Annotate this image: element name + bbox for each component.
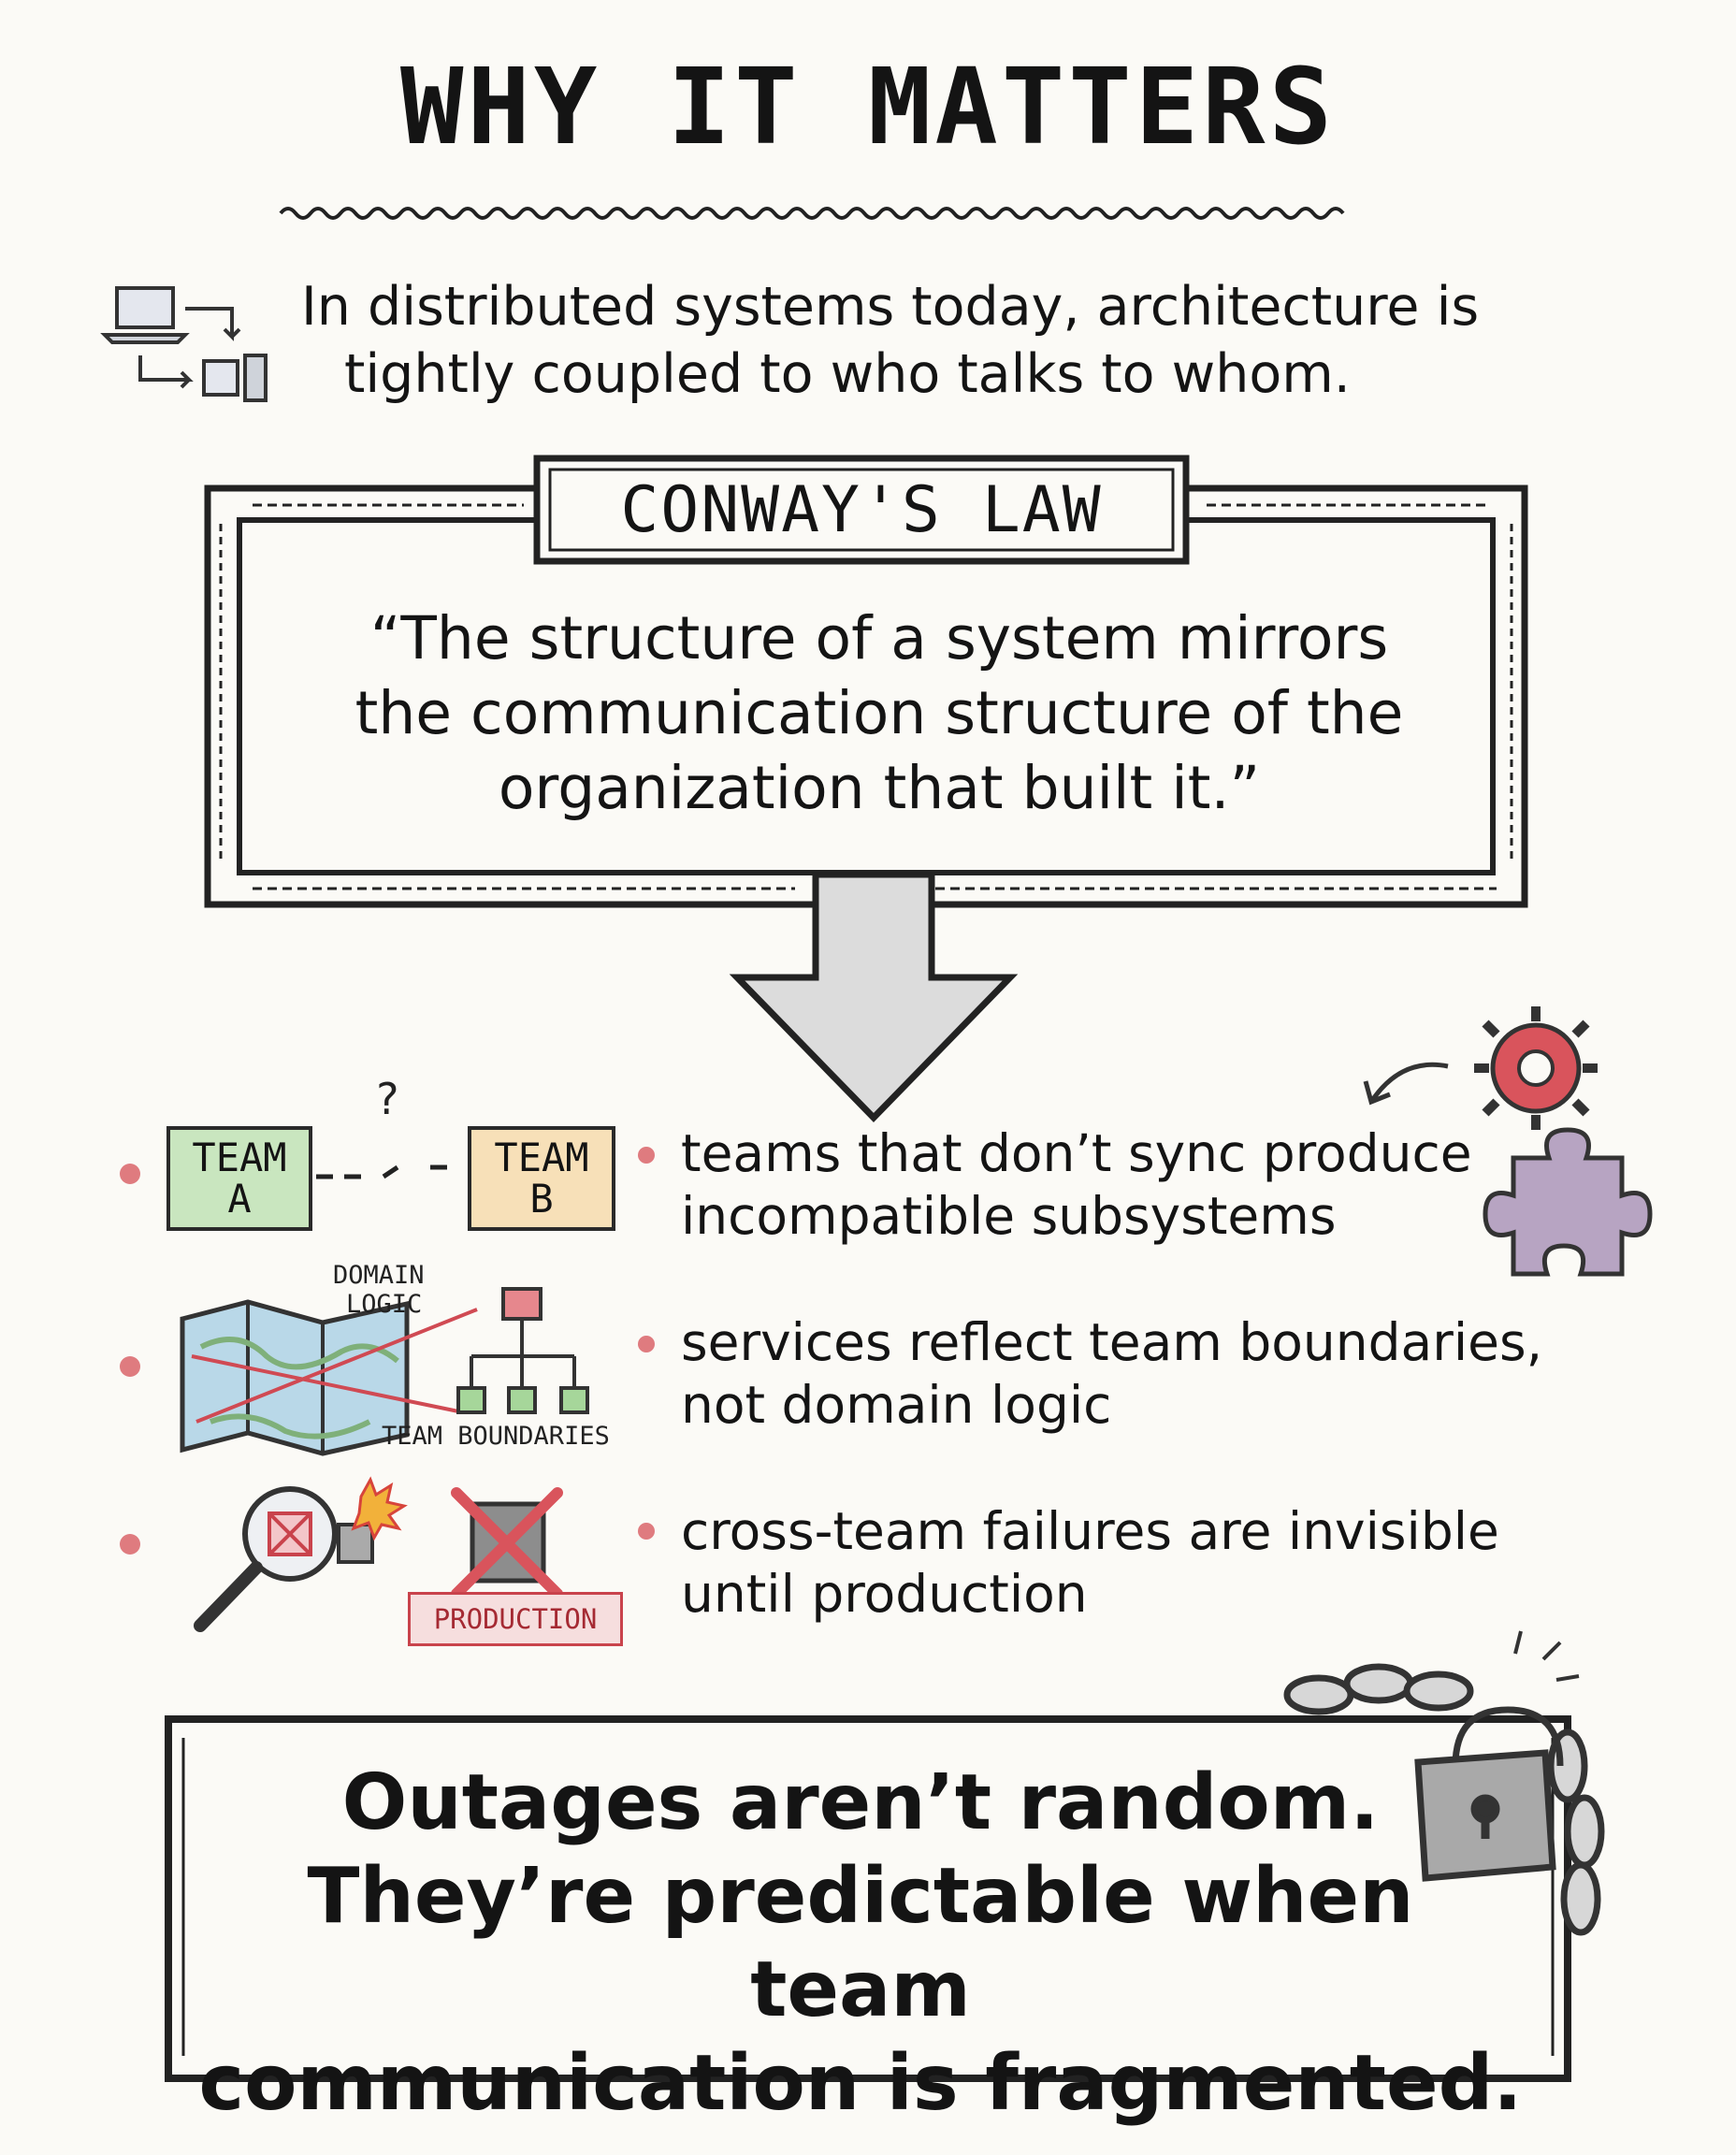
bullet-dot xyxy=(120,1356,140,1377)
bullet-1-line-1: teams that don’t sync produce xyxy=(681,1123,1472,1183)
team-a-label: TEAM xyxy=(192,1135,287,1180)
bullet-dot xyxy=(638,1523,655,1540)
bullet-dot xyxy=(638,1336,655,1352)
domain-logic-line-1: DOMAIN xyxy=(333,1261,425,1290)
intro-text xyxy=(301,273,1592,408)
law-quote-line-3: organization that built it.” xyxy=(498,754,1261,822)
bullet-2-line-2: not domain logic xyxy=(681,1375,1112,1435)
bullet-3-line-2: until production xyxy=(681,1564,1088,1624)
intro-line-1: In distributed systems today, architecture is xyxy=(301,276,1480,338)
org-chart-icon xyxy=(458,1289,587,1412)
conclusion-line-2: They’re predictable when team xyxy=(307,1852,1414,2034)
team-a-letter: A xyxy=(227,1176,252,1222)
bullet-dot xyxy=(120,1164,140,1184)
magnifier-icon xyxy=(200,1480,404,1626)
law-title: CONWAY'S LAW xyxy=(620,472,1103,547)
production-block-icon xyxy=(456,1493,557,1594)
team-b-box xyxy=(468,1126,615,1231)
intro-line-2: tightly coupled to who talks to whom. xyxy=(344,343,1351,405)
bullet-3-line-1: cross-team failures are invisible xyxy=(681,1501,1499,1561)
conclusion-line-1: Outages aren’t random. xyxy=(341,1758,1380,1847)
domain-logic-line-2: LOGIC xyxy=(346,1290,423,1319)
team-b-letter: B xyxy=(529,1176,554,1222)
conclusion-line-3: communication is fragmented. xyxy=(198,2039,1523,2128)
bullet-3-text xyxy=(681,1500,1499,1626)
bullet-2-line-1: services reflect team boundaries, xyxy=(681,1312,1543,1372)
bullet-1-text xyxy=(681,1122,1472,1248)
domain-logic-label xyxy=(333,1261,425,1319)
law-quote xyxy=(243,601,1515,826)
bullet-dot xyxy=(638,1147,655,1164)
team-b-label: TEAM xyxy=(494,1135,589,1180)
bullet-dot xyxy=(120,1534,140,1555)
production-label: PRODUCTION xyxy=(408,1592,623,1646)
team-link-dashed xyxy=(316,1162,492,1177)
title-underline-squiggle xyxy=(281,209,1343,218)
law-quote-line-1: “The structure of a system mirrors xyxy=(369,604,1389,673)
gear-icon xyxy=(1474,1006,1598,1130)
team-boundaries-label: TEAM BOUNDARIES xyxy=(382,1422,610,1451)
curved-arrow-icon xyxy=(1366,1064,1448,1102)
question-mark: ? xyxy=(374,1074,400,1124)
bullet-1-line-2: incompatible subsystems xyxy=(681,1186,1337,1246)
page-title: WHY IT MATTERS xyxy=(399,47,1336,168)
computers-icon xyxy=(105,288,266,400)
puzzle-piece-icon xyxy=(1485,1130,1650,1274)
conclusion-text xyxy=(196,1757,1525,2131)
bullet-2-text xyxy=(681,1311,1542,1437)
team-a-box xyxy=(166,1126,312,1231)
law-quote-line-2: the communication structure of the xyxy=(354,679,1404,747)
down-arrow xyxy=(737,875,1010,1118)
